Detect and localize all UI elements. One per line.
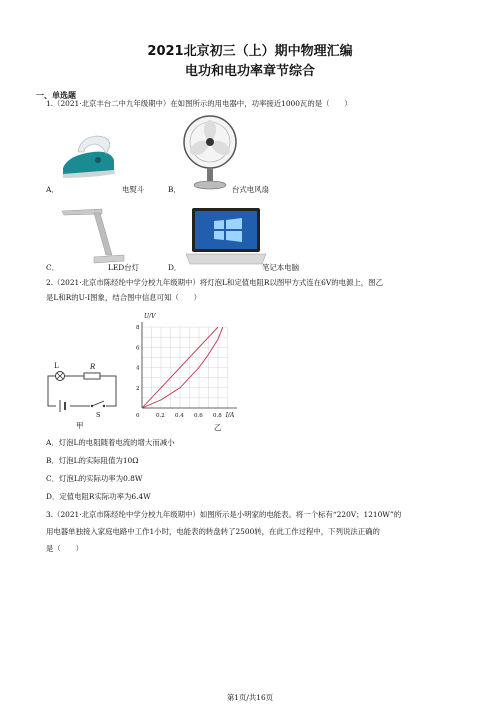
question-2-stem-line1: 2.（2021·北京市陈经纶中学分校九年级期中）将灯泡L和定值电阻R以图甲方式连在6V的电源上，图乙 xyxy=(46,278,383,287)
q1-option-a-caption: 电熨斗 xyxy=(122,185,145,194)
question-3-line1: 3.（2021·北京市陈经纶中学分校九年级期中）如图所示是小明家的电能表。将一个标有“220V；1210W”的 xyxy=(46,510,402,519)
circuit-caption: 甲 xyxy=(76,421,84,430)
section-heading: 一、单选题 xyxy=(36,91,76,100)
laptop-image xyxy=(186,206,266,268)
circuit-diagram xyxy=(44,358,124,420)
x-tick-label: 0 xyxy=(136,413,140,419)
question-1-stem: 1.（2021·北京丰台二中九年级期中）在如图所示的用电器中，功率接近1000瓦的是（ ） xyxy=(46,99,352,108)
y-axis-label: U/V xyxy=(144,313,156,320)
q1-option-d-letter: D． xyxy=(168,263,182,272)
question-3-line3: 是（ ） xyxy=(46,544,83,553)
iron-image xyxy=(58,130,118,185)
question-3-line2: 用电器单独接入家庭电路中工作1小时，电能表的转盘转了2500转，在此工作过程中，下列说法正确的 xyxy=(46,527,380,536)
q2-option-d: D．定值电阻R实际功率为6.4W xyxy=(46,492,151,501)
x-tick-label: 0.6 xyxy=(194,413,203,419)
led-lamp-image xyxy=(58,205,128,267)
page-subtitle: 电功和电功率章节综合 xyxy=(184,64,315,79)
resistor-label: R xyxy=(90,363,96,371)
q1-option-d-caption: 笔记本电脑 xyxy=(262,263,299,272)
question-2-stem-line2: 是L和R的U-I图象，结合图中信息可知（ ） xyxy=(46,293,202,302)
lamp-label: L xyxy=(54,362,59,370)
page-title: 2021北京初三（上）期中物理汇编 xyxy=(147,44,353,59)
q1-option-a-letter: A． xyxy=(46,185,59,194)
x-tick-label: 0.2 xyxy=(156,413,165,419)
switch-label: S xyxy=(96,411,101,419)
chart-caption: 乙 xyxy=(214,423,222,432)
q2-option-a: A．灯泡L的电阻随着电流的增大而减小 xyxy=(46,438,175,447)
q2-option-b: B．灯泡L的实际阻值为10Ω xyxy=(46,456,139,465)
desk-fan-image xyxy=(180,112,240,192)
q1-option-c-letter: C． xyxy=(46,263,60,272)
u-i-chart xyxy=(128,310,258,422)
y-tick-label: 4 xyxy=(136,365,140,372)
page-footer: 第1页/共16页 xyxy=(226,693,274,702)
q1-option-c-caption: LED台灯 xyxy=(108,263,140,272)
x-axis-label: I/A xyxy=(225,412,235,419)
y-tick-label: 6 xyxy=(136,345,140,352)
y-tick-label: 2 xyxy=(136,385,140,392)
x-tick-label: 0.4 xyxy=(175,413,184,419)
q1-option-b-letter: B． xyxy=(168,185,181,194)
y-tick-label: 8 xyxy=(136,325,140,332)
q1-option-b-caption: 台式电风扇 xyxy=(232,185,269,194)
q2-option-c: C．灯泡L的实际功率为0.8W xyxy=(46,474,143,483)
x-tick-label: 0.8 xyxy=(213,413,222,419)
